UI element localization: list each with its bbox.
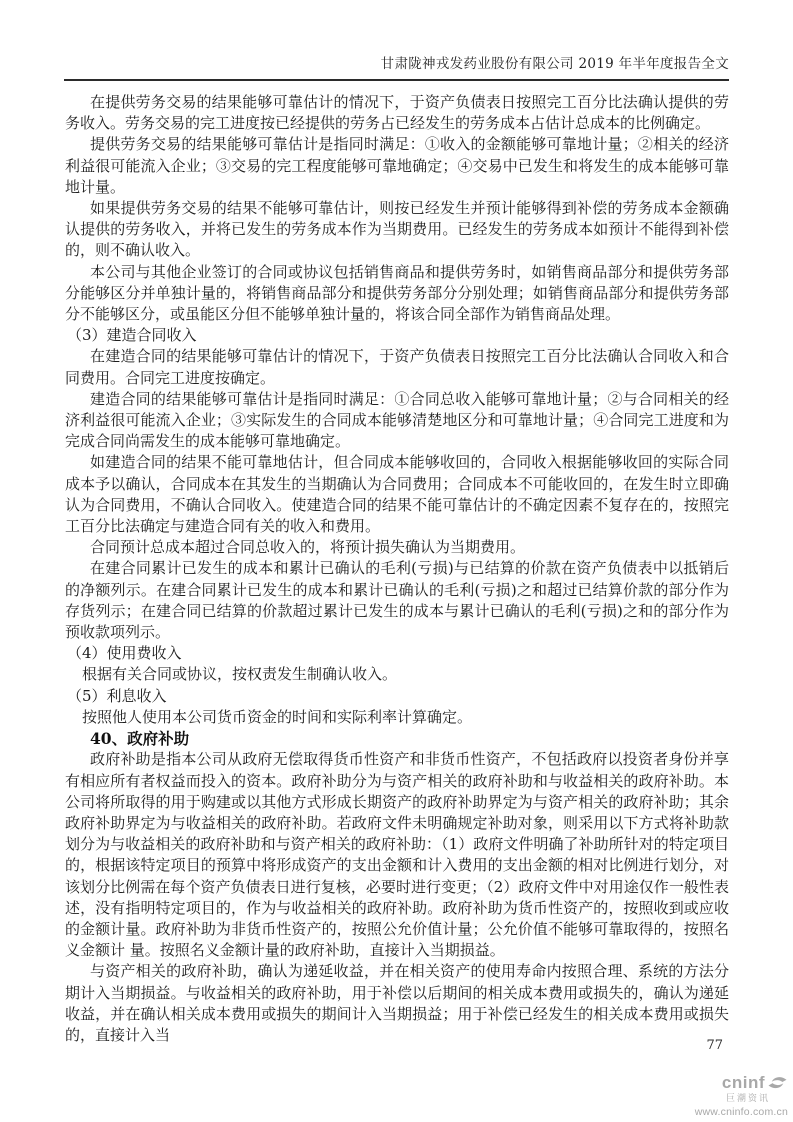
paragraph: 在建合同累计已发生的成本和累计已确认的毛利(亏损)与已结算的价款在资产负债表中以抵销后的净额列示。在建合同累计已发生的成本和累计已确认的毛利(亏损)之和超过已结算价款的部分作为存货列示；在建合同已结算的价款超过累计已发生的成本与累计已确认的毛利(亏损)之和的部分作为预收款项列示。: [65, 559, 729, 642]
cninfo-watermark: [678, 1074, 788, 1118]
page-number: 77: [706, 1038, 723, 1053]
cninfo-chinese-name: 巨潮资讯: [725, 1092, 770, 1103]
page-header-title: 甘肃陇神戎发药业股份有限公司 2019 年半年度报告全文: [64, 52, 729, 81]
paragraph: 在建造合同的结果能够可靠估计的情况下，于资产负债表日按照完工百分比法确认合同收入和合同费用。合同完工进度按确定。: [65, 347, 729, 387]
paragraph: 在提供劳务交易的结果能够可靠估计的情况下，于资产负债表日按照完工百分比法确认提供的劳务收入。劳务交易的完工进度按已经提供的劳务占已经发生的劳务成本占估计总成本的比例确定。: [65, 93, 729, 133]
cninfo-brand-text: cninf: [721, 1073, 765, 1092]
paragraph: 本公司与其他企业签订的合同或协议包括销售商品和提供劳务时，如销售商品部分和提供劳务部分能够区分并单独计量的，将销售商品部分和提供劳务部分分别处理；如销售商品部分和提供劳务部分不能够区分，或虽能区分但不能够单独计量的，将该合同全部作为销售商品处理。: [65, 262, 729, 324]
paragraph: 根据有关合同或协议，按权责发生制确认收入。: [82, 665, 398, 684]
section-heading-government-grants: 40、政府补助: [90, 729, 190, 749]
cninfo-swirl-icon: [767, 1074, 788, 1092]
sub-section-heading: （5）利息收入: [67, 686, 167, 705]
cninfo-url: www.cninfo.com.cn: [694, 1105, 788, 1118]
paragraph: 提供劳务交易的结果能够可靠估计是指同时满足：①收入的金额能够可靠地计量；②相关的经济利益很可能流入企业；③交易的完工程度能够可靠地确定；④交易中已发生和将发生的成本能够可靠地计量。: [65, 135, 729, 196]
paragraph: 按照他人使用本公司货币资金的时间和实际利率计算确定。: [82, 707, 473, 726]
paragraph: 合同预计总成本超过合同总收入的，将预计损失确认为当期费用。: [90, 538, 526, 557]
paragraph: 与资产相关的政府补助，确认为递延收益，并在相关资产的使用寿命内按照合理、系统的方法分期计入当期损益。与收益相关的政府补助，用于补偿以后期间的相关成本费用或损失的，确认为递延收益，并在确认相关成本费用或损失的期间计入当期损益；用于补偿已经发生的相关成本费用或损失的，直接计入当: [65, 962, 729, 1044]
paragraph: 建造合同的结果能够可靠估计是指同时满足：①合同总收入能够可靠地计量；②与合同相关的经济利益很可能流入企业；③实际发生的合同成本能够清楚地区分和可靠地计量；④合同完工进度和为完成合同尚需发生的成本能够可靠地确定。: [65, 389, 729, 451]
sub-section-heading: （3）建造合同收入: [67, 326, 197, 345]
sub-section-heading: （4）使用费收入: [67, 644, 182, 663]
paragraph: 政府补助是指本公司从政府无偿取得货币性资产和非货币性资产，不包括政府以投资者身份并享有相应所有者权益而投入的资本。政府补助分为与资产相关的政府补助和与收益相关的政府补助。本公司将所取得的用于购建或以其他方式形成长期资产的政府补助界定为与资产相关的政府补助；其余政府补助界定为与收益相关的政府补助。若政府文件未明确规定补助对象，则采用以下方式将补助款划分为与收益相关的政府补助和与资产相关的政府补助：（1）政府文件明确了补助所针对的特定项目的，根据该特定项目的预算中将形成资产的支出金额和计入费用的支出金额的相对比例进行划分，对该划分比例需在每个资产负债表日进行复核，必要时进行变更；（2）政府文件中对用途仅作一般性表述，没有指明特定项目的，作为与收益相关的政府补助。政府补助为货币性资产的，按照收到或应收的金额计量。政府补助为非货币性资产的，按照公允价值计量；公允价值不能够可靠取得的，按照名义金额计 量。按照名义金额计量的政府补助，直接计入当期损益。: [65, 750, 729, 960]
paragraph: 如建造合同的结果不能可靠地估计，但合同成本能够收回的，合同收入根据能够收回的实际合同成本予以确认，合同成本在其发生的当期确认为合同费用；合同成本不可能收回的，在发生时立即确认为合同费用，不确认合同收入。使建造合同的结果不能可靠估计的不确定因素不复存在的，按照完工百分比法确定与建造合同有关的收入和费用。: [65, 453, 729, 536]
paragraph: 如果提供劳务交易的结果不能够可靠估计，则按已经发生并预计能够得到补偿的劳务成本金额确认提供的劳务收入，并将已发生的劳务成本作为当期费用。已经发生的劳务成本如预计不能得到补偿的，则不确认收入。: [65, 199, 729, 260]
document-body: [65, 92, 729, 1046]
